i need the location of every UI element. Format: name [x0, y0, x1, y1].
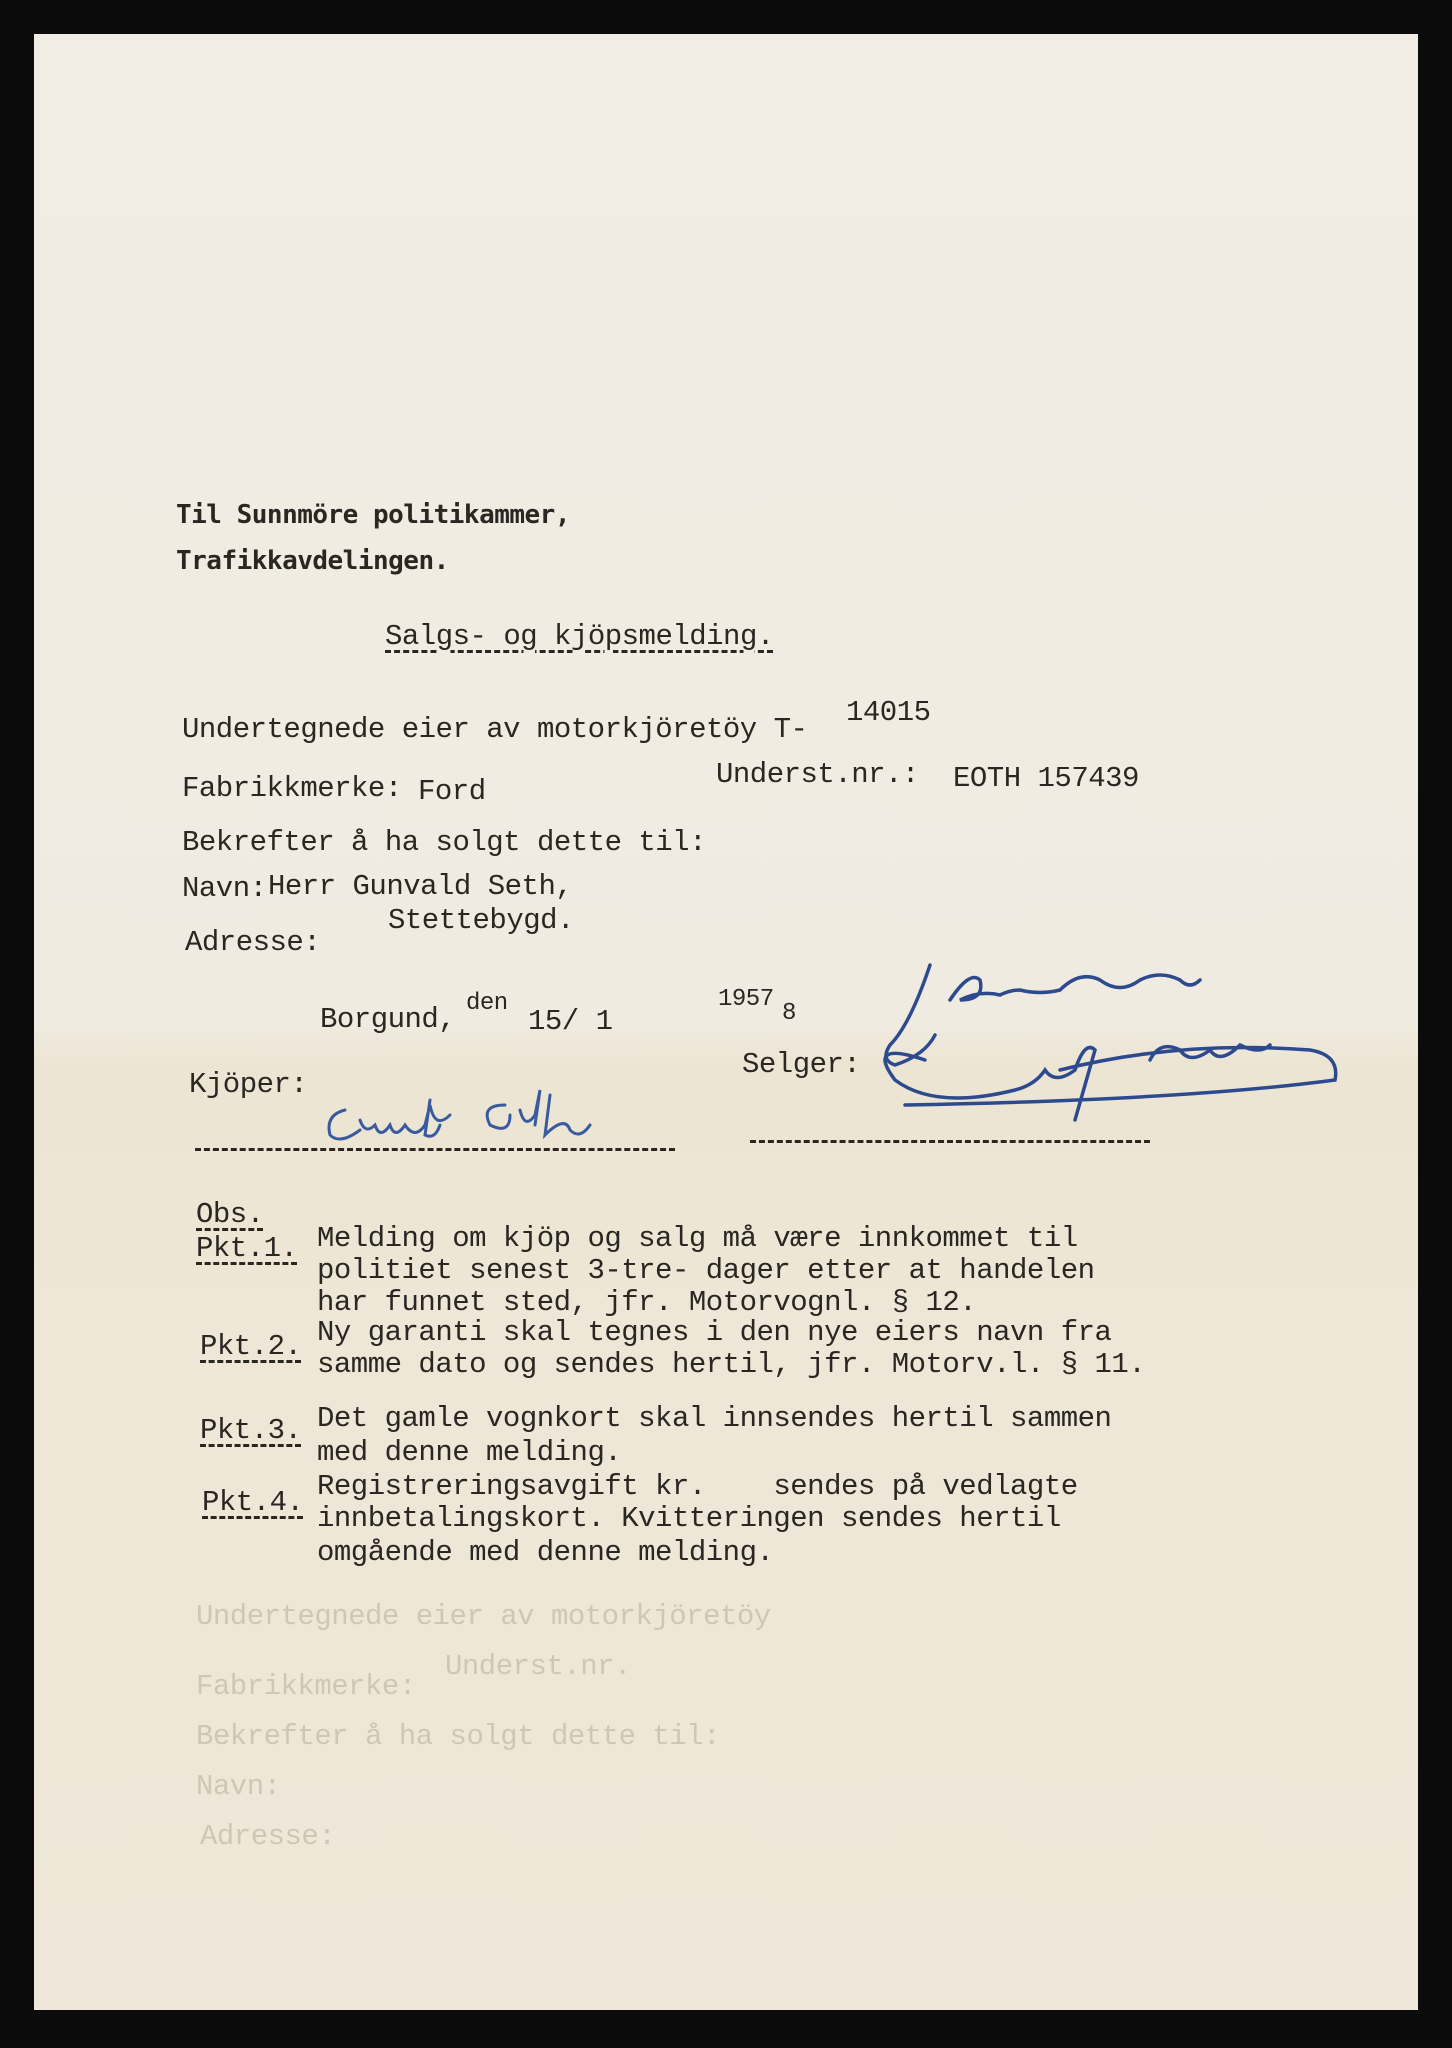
confirm-label: Bekrefter å ha solgt dette til: — [182, 826, 706, 859]
date-year-correction: 8 — [782, 1000, 796, 1027]
ghost-chassis-label: Underst.nr. — [445, 1650, 631, 1683]
note-line: innbetalingskort. Kvitteringen sendes hertil — [317, 1502, 1061, 1535]
registration-number: 14015 — [846, 696, 931, 729]
note-label: Pkt.2. — [200, 1330, 302, 1363]
name-label: Navn: — [182, 872, 267, 905]
note-line: Melding om kjöp og salg må være innkommet til — [317, 1222, 1078, 1255]
ghost-confirm-label: Bekrefter å ha solgt dette til: — [196, 1720, 720, 1753]
date-year: 1957 — [718, 986, 774, 1013]
address-label: Adresse: — [185, 926, 321, 959]
note-label: Pkt.1. — [196, 1232, 298, 1265]
document-title: Salgs- og kjöpsmelding. — [385, 620, 774, 653]
notes-heading: Obs. — [196, 1198, 264, 1231]
note-line: Det gamle vognkort skal innsendes hertil sammen — [317, 1402, 1112, 1435]
recipient-line2: Trafikkavdelingen. — [176, 546, 449, 576]
note-label: Pkt.4. — [202, 1486, 304, 1519]
seller-label: Selger: — [742, 1048, 861, 1081]
note-line: samme dato og sendes hertil, jfr. Motorv.l. § 11. — [317, 1348, 1146, 1381]
buyer-signature — [329, 1090, 590, 1139]
note-line: med denne melding. — [317, 1436, 622, 1469]
note-line: har funnet sted, jfr. Motorvognl. § 12. — [317, 1286, 977, 1319]
note-line: Ny garanti skal tegnes i den nye eiers navn fra — [317, 1316, 1112, 1349]
note-line: Registreringsavgift kr. sendes på vedlagte — [317, 1470, 1078, 1503]
seller-signature — [885, 965, 1336, 1120]
address-value: Stettebygd. — [388, 904, 574, 937]
buyer-label: Kjöper: — [189, 1068, 308, 1101]
ghost-owner-label: Undertegnede eier av motorkjöretöy — [196, 1600, 771, 1633]
chassis-label: Underst.nr.: — [716, 758, 919, 791]
ghost-make-label: Fabrikkmerke: — [196, 1670, 416, 1703]
note-line: omgående med denne melding. — [317, 1536, 774, 1569]
owner-label: Undertegnede eier av motorkjöretöy T- — [182, 713, 808, 746]
chassis-value: EOTH 157439 — [953, 762, 1139, 795]
make-value: Ford — [418, 775, 486, 808]
note-label: Pkt.3. — [200, 1414, 302, 1447]
make-label: Fabrikkmerke: — [182, 772, 402, 805]
ghost-address-label: Adresse: — [200, 1820, 336, 1853]
date-place: Borgund, — [320, 1003, 456, 1036]
buyer-name: Herr Gunvald Seth, — [268, 870, 573, 903]
date-den: den — [466, 990, 508, 1017]
date-day-month: 15/ 1 — [528, 1005, 613, 1038]
recipient-line1: Til Sunnmöre politikammer, — [176, 500, 570, 530]
note-line: politiet senest 3-tre- dager etter at handelen — [317, 1254, 1095, 1287]
ghost-name-label: Navn: — [196, 1770, 281, 1803]
